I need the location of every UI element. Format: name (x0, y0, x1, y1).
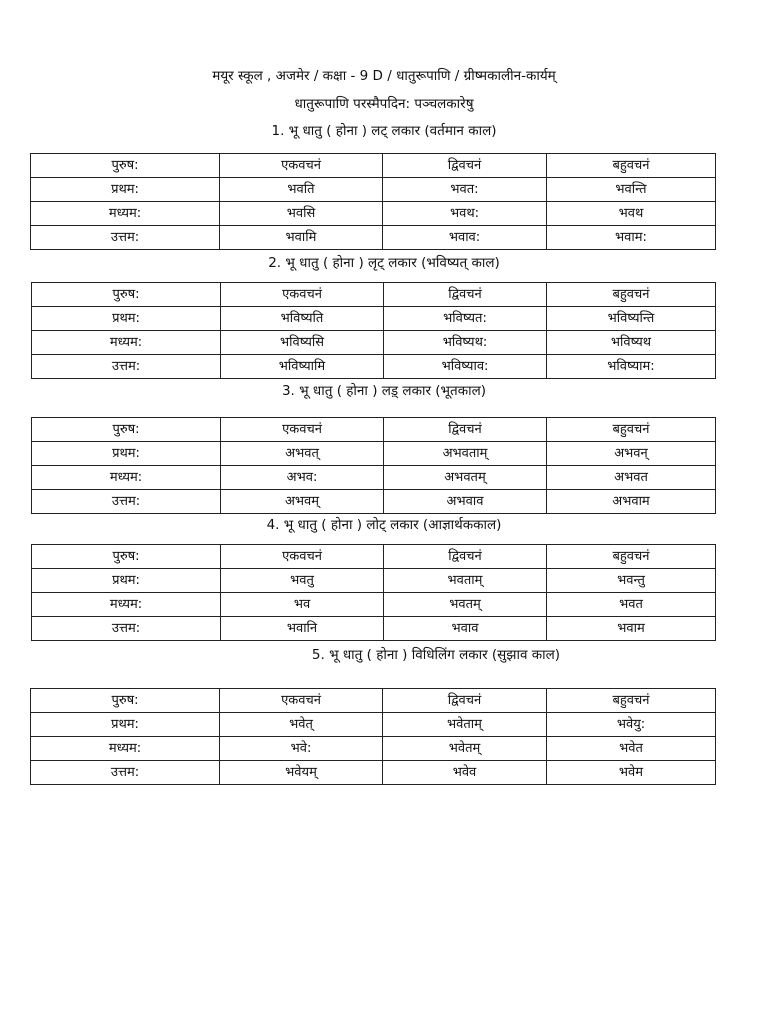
table-cell: प्रथम: (31, 713, 220, 737)
table-cell: भवामि (220, 226, 383, 250)
col-header-dvivachan: द्विवचनं (384, 545, 547, 569)
col-header-purusha: पुरुष: (32, 545, 221, 569)
table-row (32, 442, 716, 466)
col-header-bahuvachan: बहुवचनं (547, 418, 716, 442)
table-row (31, 761, 716, 785)
table-cell: भविष्यामि (221, 355, 384, 379)
table-cell: भवे: (220, 737, 383, 761)
table-3-caption: 3. भू धातु ( होना ) लड़् लकार (भूतकाल) (281, 383, 487, 399)
col-header-purusha: पुरुष: (31, 689, 220, 713)
table-header-row (32, 545, 716, 569)
col-header-ekavachan: एकवचनं (221, 418, 384, 442)
table-cell: भवेत् (220, 713, 383, 737)
table-cell: भवेयु: (547, 713, 716, 737)
table-cell: भवाव: (383, 226, 547, 250)
col-header-ekavachan: एकवचनं (221, 545, 384, 569)
col-header-purusha: पुरुष: (32, 283, 221, 307)
col-header-dvivachan: द्विवचनं (384, 418, 547, 442)
col-header-ekavachan: एकवचनं (220, 154, 383, 178)
table-cell: अभवताम् (384, 442, 547, 466)
col-header-dvivachan: द्विवचनं (383, 689, 547, 713)
table-row (31, 737, 716, 761)
table-cell: अभवतम् (384, 466, 547, 490)
table-cell: उत्तम: (32, 490, 221, 514)
table-cell: भवेम (547, 761, 716, 785)
table-cell: भवताम् (384, 569, 547, 593)
table-cell: भविष्यसि (221, 331, 384, 355)
header-line-2: धातुरूपाणि परस्मैपदिन: पञ्चलकारेषु (294, 96, 474, 112)
table-cell: अभवाव (384, 490, 547, 514)
table-cell: मध्यम: (31, 737, 220, 761)
table-4-caption: 4. भू धातु ( होना ) लोट् लकार (आज्ञार्थककाल) (266, 517, 502, 533)
table-cell: भवेव (383, 761, 547, 785)
table-cell: प्रथम: (32, 307, 221, 331)
table-cell: भविष्यति (221, 307, 384, 331)
table-cell: भविष्यत: (384, 307, 547, 331)
table-cell: अभवम् (221, 490, 384, 514)
table-row (32, 569, 716, 593)
table-cell: भवसि (220, 202, 383, 226)
table-cell: भवत: (383, 178, 547, 202)
table-cell: अभवत् (221, 442, 384, 466)
table-cell: भविष्याव: (384, 355, 547, 379)
table-header-row (32, 283, 716, 307)
table-cell: भवेताम् (383, 713, 547, 737)
table-header-row (31, 154, 716, 178)
col-header-dvivachan: द्विवचनं (384, 283, 547, 307)
table-cell: अभवत (547, 466, 716, 490)
table-cell: मध्यम: (32, 466, 221, 490)
col-header-bahuvachan: बहुवचनं (547, 154, 716, 178)
table-cell: प्रथम: (31, 178, 220, 202)
table-row (32, 355, 716, 379)
table-row (32, 307, 716, 331)
table-cell: भवाव (384, 617, 547, 641)
conjugation-table-2 (31, 282, 716, 379)
table-cell: उत्तम: (31, 761, 220, 785)
col-header-bahuvachan: बहुवचनं (547, 689, 716, 713)
table-row (32, 466, 716, 490)
table-cell: भवतम् (384, 593, 547, 617)
table-row (31, 226, 716, 250)
table-cell: भव (221, 593, 384, 617)
table-cell: भविष्यथ: (384, 331, 547, 355)
table-cell: अभव: (221, 466, 384, 490)
table-cell: अभवन् (547, 442, 716, 466)
table-row (31, 178, 716, 202)
table-cell: उत्तम: (32, 617, 221, 641)
table-cell: भवेतम् (383, 737, 547, 761)
col-header-bahuvachan: बहुवचनं (547, 545, 716, 569)
table-cell: भवाम: (547, 226, 716, 250)
table-cell: प्रथम: (32, 569, 221, 593)
col-header-ekavachan: एकवचनं (221, 283, 384, 307)
header-line-1: मयूर स्कूल , अजमेर / कक्षा - 9 D / धातुरूपाणि / ग्रीष्मकालीन-कार्यम् (212, 68, 556, 84)
table-header-row (32, 418, 716, 442)
table-row (31, 202, 716, 226)
col-header-bahuvachan: बहुवचनं (547, 283, 716, 307)
table-cell: भवति (220, 178, 383, 202)
table-cell: भवेत (547, 737, 716, 761)
table-row (32, 593, 716, 617)
table-cell: भवतु (221, 569, 384, 593)
table-cell: भवानि (221, 617, 384, 641)
conjugation-table-3 (31, 417, 716, 514)
table-header-row (31, 689, 716, 713)
col-header-ekavachan: एकवचनं (220, 689, 383, 713)
table-cell: भवथ: (383, 202, 547, 226)
table-cell: अभवाम (547, 490, 716, 514)
table-cell: भवत (547, 593, 716, 617)
table-cell: भवन्ति (547, 178, 716, 202)
table-cell: मध्यम: (31, 202, 220, 226)
table-1-caption: 1. भू धातु ( होना ) लट् लकार (वर्तमान काल) (271, 123, 497, 139)
table-cell: मध्यम: (32, 593, 221, 617)
table-cell: मध्यम: (32, 331, 221, 355)
table-2-caption: 2. भू धातु ( होना ) लृट् लकार (भविष्यत् काल) (268, 255, 500, 271)
table-row (31, 713, 716, 737)
table-cell: भविष्यन्ति (547, 307, 716, 331)
table-row (32, 331, 716, 355)
table-cell: भविष्यथ (547, 331, 716, 355)
table-cell: भविष्याम: (547, 355, 716, 379)
conjugation-table-5 (30, 688, 716, 785)
table-row (32, 617, 716, 641)
table-cell: उत्तम: (31, 226, 220, 250)
table-cell: भवाम (547, 617, 716, 641)
col-header-dvivachan: द्विवचनं (383, 154, 547, 178)
table-cell: भवन्तु (547, 569, 716, 593)
table-5-caption: 5. भू धातु ( होना ) विधिलिंग लकार (सुझाव काल) (311, 647, 561, 663)
conjugation-table-1 (30, 153, 716, 250)
conjugation-table-4 (31, 544, 716, 641)
col-header-purusha: पुरुष: (31, 154, 220, 178)
table-cell: भवेयम् (220, 761, 383, 785)
table-cell: भवथ (547, 202, 716, 226)
table-cell: उत्तम: (32, 355, 221, 379)
table-cell: प्रथम: (32, 442, 221, 466)
col-header-purusha: पुरुष: (32, 418, 221, 442)
table-row (32, 490, 716, 514)
